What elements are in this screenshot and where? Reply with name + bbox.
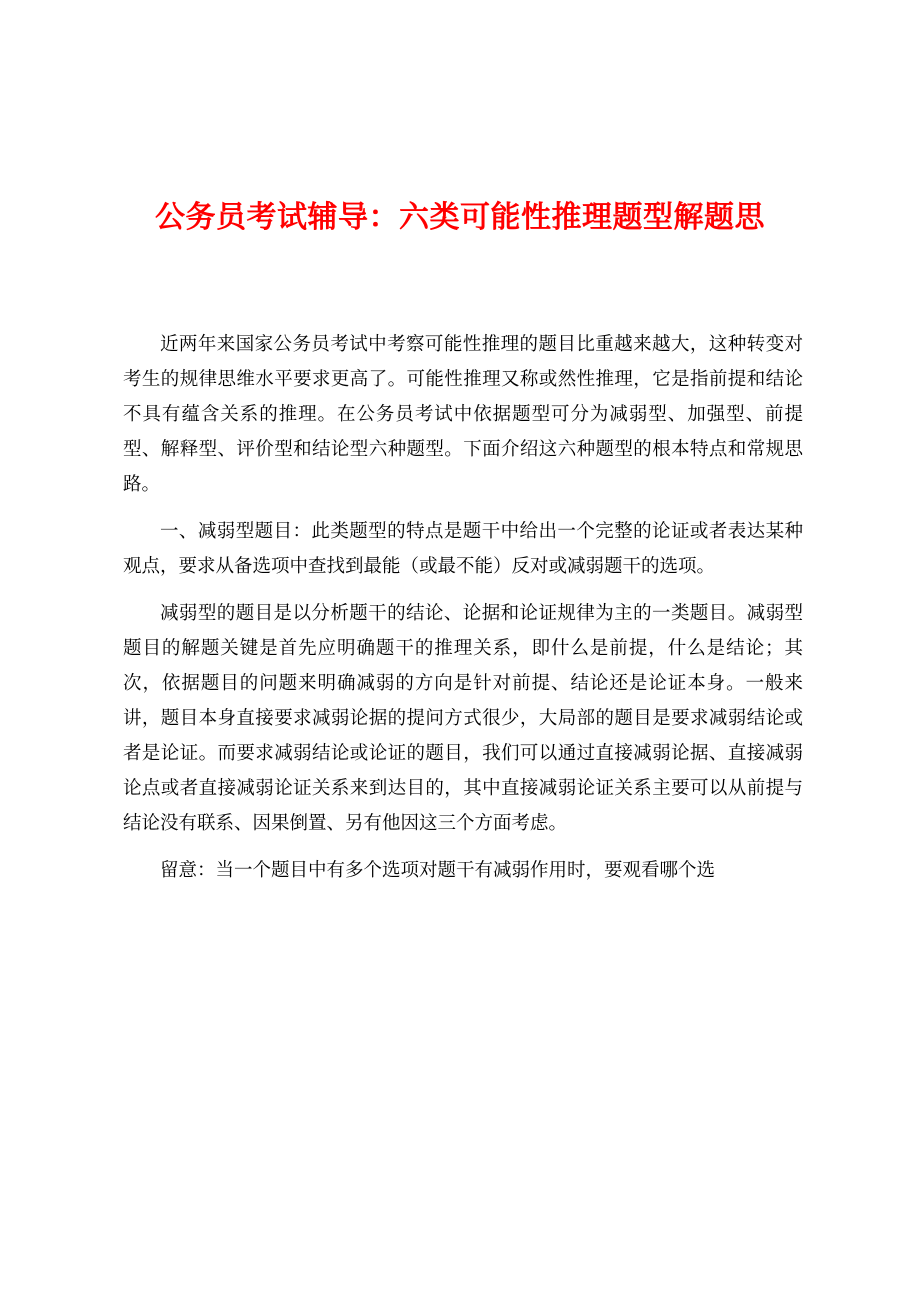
- document-title: 公务员考试辅导：六类可能性推理题型解题思: [155, 200, 765, 235]
- paragraph-intro: 近两年来国家公务员考试中考察可能性推理的题目比重越来越大，这种转变对考生的规律思维水平要求更高了。可能性推理又称或然性推理，它是指前提和结论不具有蕴含关系的推理。在公务员考试中依据题型可分为减弱型、加强型、前提型、解释型、评价型和结论型六种题型。下面介绍这六种题型的根本特点和常规思路。: [123, 334, 803, 495]
- paragraph-weaken-definition: 一、减弱型题目：此类题型的特点是题干中给出一个完整的论证或者表达某种观点，要求从备选项中查找到最能（或最不能）反对或减弱题干的选项。: [123, 521, 803, 577]
- paragraph-note: 留意：当一个题目中有多个选项对题干有减弱作用时，要观看哪个选: [160, 860, 716, 881]
- paragraph-weaken-analysis: 减弱型的题目是以分析题干的结论、论据和论证规律为主的一类题目。减弱型题目的解题关键是首先应明确题干的推理关系，即什么是前提，什么是结论；其次，依据题目的问题来明确减弱的方向是针对前提、结论还是论证本身。一般来讲，题目本身直接要求减弱论据的提问方式很少，大局部的题目是要求减弱结论或者是论证。而要求减弱结论或论证的题目，我们可以通过直接减弱论据、直接减弱论点或者直接减弱论证关系来到达目的，其中直接减弱论证关系主要可以从前提与结论没有联系、因果倒置、另有他因这三个方面考虑。: [123, 603, 803, 834]
- document-body: [123, 327, 803, 900]
